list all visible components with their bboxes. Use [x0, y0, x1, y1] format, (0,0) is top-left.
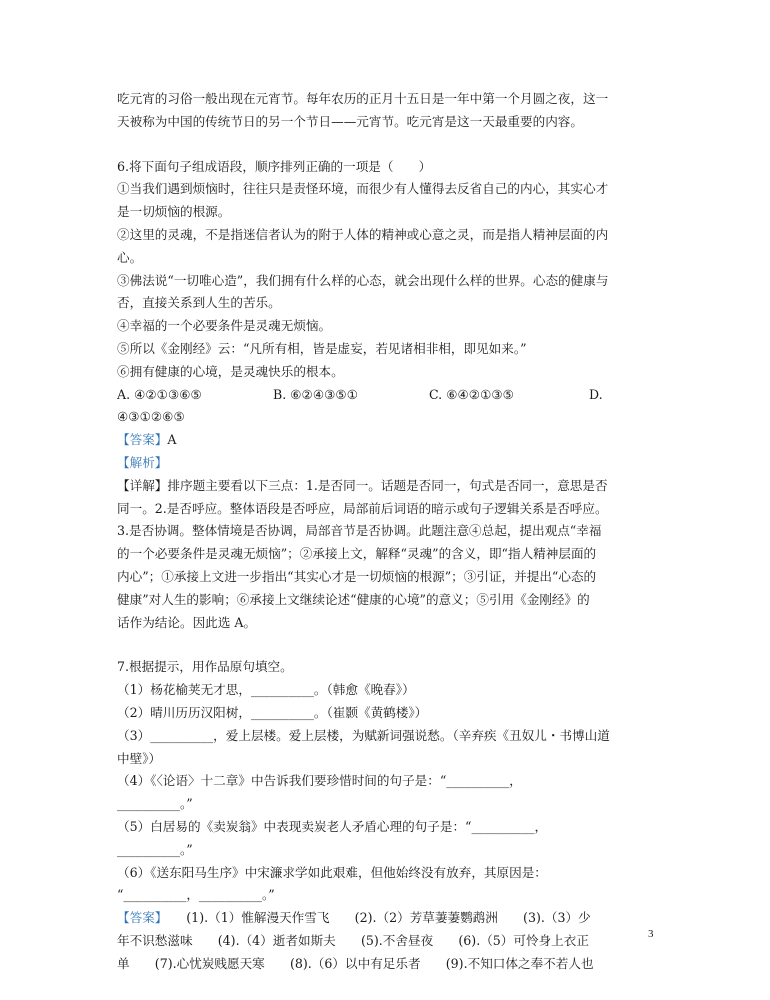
paragraph-gap — [117, 634, 657, 656]
q7-item-line: __________。” — [117, 841, 193, 857]
q6-sentence-line: 否，直接关系到人生的苦乐。 — [117, 295, 281, 311]
option-c: C. ⑥④②①③⑤ — [429, 386, 514, 402]
answer-text: (1).（1）惟解漫天作雪飞 (2).（2）芳草萋萋鹦鹉洲 (3).（3）少 — [161, 910, 591, 926]
q7-item-line: （4）《〈论语〉十二章》中告诉我们要珍惜时间的句子是：“__________， — [117, 773, 522, 789]
intro-line: 吃元宵的习俗一般出现在元宵节。每年农历的正月十五日是一年中第一个月圆之夜，这一 — [117, 91, 609, 106]
q7-item-line: （6）《送东阳马生序》中宋濂求学如此艰难，但他始终没有放弃，其原因是： — [117, 864, 547, 880]
q6-sentence-line: ⑤所以《金刚经》云：“凡所有相，皆是虚妄，若见诸相非相，即见如来。” — [117, 340, 527, 356]
q6-detail-line: 的一个必要条件是灵魂无烦恼”；②承接上文，解释“灵魂”的含义，即“指人精神层面的 — [117, 546, 597, 562]
q6-sentence-line: 心。 — [117, 249, 143, 265]
option-a: A. ④②①③⑥⑤ — [117, 386, 202, 402]
q7-item-line: “__________，__________。” — [117, 887, 275, 903]
answer-value: A — [167, 432, 177, 448]
answer-tag: 【答案】 — [117, 432, 168, 448]
detail-tag: 【详解】 — [117, 477, 168, 493]
option-d: D. — [589, 386, 603, 402]
q6-detail-line — [117, 475, 657, 498]
q6-detail-line: 内心”；①承接上文进一步指出“其实心才是一切烦恼的根源”；③引证，并提出“心态的 — [117, 568, 597, 584]
q7-item-line: __________。” — [117, 796, 193, 812]
intro-line: 天被称为中国的传统节日的另一个节日——元宵节。吃元宵是这一天最重要的内容。 — [117, 113, 583, 129]
q6-detail-line: 3.是否协调。整体情境是否协调，局部音节是否协调。此题注意④总起，提出观点“幸福 — [117, 523, 602, 539]
q6-sentence-line: ②这里的灵魂，不是指迷信者认为的附于人体的精神或心意之灵，而是指人精神层面的内 — [117, 226, 609, 242]
q6-analysis — [117, 452, 657, 475]
q6-options — [117, 384, 657, 407]
analysis-tag: 【解析】 — [117, 454, 168, 470]
q6-sentence-line: ①当我们遇到烦恼时，往往只是责怪环境，而很少有人懂得去反省自己的内心，其实心才 — [117, 181, 609, 197]
option-b: B. ⑥②④③⑤① — [273, 386, 359, 402]
q6-sentence-line: ④幸福的一个必要条件是灵魂无烦恼。 — [117, 318, 332, 334]
q6-sentence-line: 是一切烦恼的根源。 — [117, 204, 231, 220]
page-number: 3 — [648, 928, 654, 940]
question-6-stem: 6.将下面句子组成语段，顺序排列正确的一项是（ ） — [117, 158, 432, 174]
q7-answer-line: 单 (7).心忧炭贱愿天寒 (8).（6）以中有足乐者 (9).不知口体之奉不若人也 — [117, 955, 594, 971]
page-content — [117, 88, 657, 975]
q6-detail-line: 话作为结论。因此选 A。 — [117, 614, 257, 630]
q7-item-line: （3）__________，爱上层楼。爱上层楼，为赋新词强说愁。（辛弃疾《丑奴儿・书博山道 — [117, 727, 610, 743]
q6-sentence-line: ⑥拥有健康的心境，是灵魂快乐的根本。 — [117, 363, 344, 379]
q6-detail-line: 健康”对人生的影响；⑥承接上文继续论述“健康的心境”的意义；⑤引用《金刚经》的 — [117, 591, 590, 607]
q6-detail-line: 同一。2.是否呼应。整体语段是否呼应，局部前后词语的暗示或句子逻辑关系是否呼应。 — [117, 500, 608, 516]
q7-item-line: 中壁》） — [117, 750, 162, 766]
q7-answer-line: 年不识愁滋味 (4).（4）逝者如斯夫 (5).不舍昼夜 (6).（5）可怜身上衣正 — [117, 932, 589, 948]
question-7-stem: 7.根据提示，用作品原句填空。 — [117, 659, 293, 675]
q7-answer-line — [117, 907, 657, 930]
q7-item-line: （1）杨花榆荚无才思，__________。（韩愈《晚春》） — [117, 682, 415, 698]
q7-item-line: （5）白居易的《卖炭翁》中表现卖炭老人矛盾心理的句子是：“__________， — [117, 818, 548, 834]
option-d-continued: ④③①②⑥⑤ — [117, 409, 185, 425]
paragraph-gap — [117, 134, 657, 156]
q6-sentence-line: ③佛法说“一切唯心造”，我们拥有什么样的心态，就会出现什么样的世界。心态的健康与 — [117, 272, 609, 288]
q7-item-line: （2）晴川历历汉阳树，__________。（崔颢《黄鹤楼》） — [117, 704, 428, 720]
detail-text: 排序题主要看以下三点：1.是否同一。话题是否同一，句式是否同一，意思是否 — [167, 477, 608, 493]
answer-tag: 【答案】 — [117, 910, 162, 926]
q6-answer — [117, 429, 657, 452]
